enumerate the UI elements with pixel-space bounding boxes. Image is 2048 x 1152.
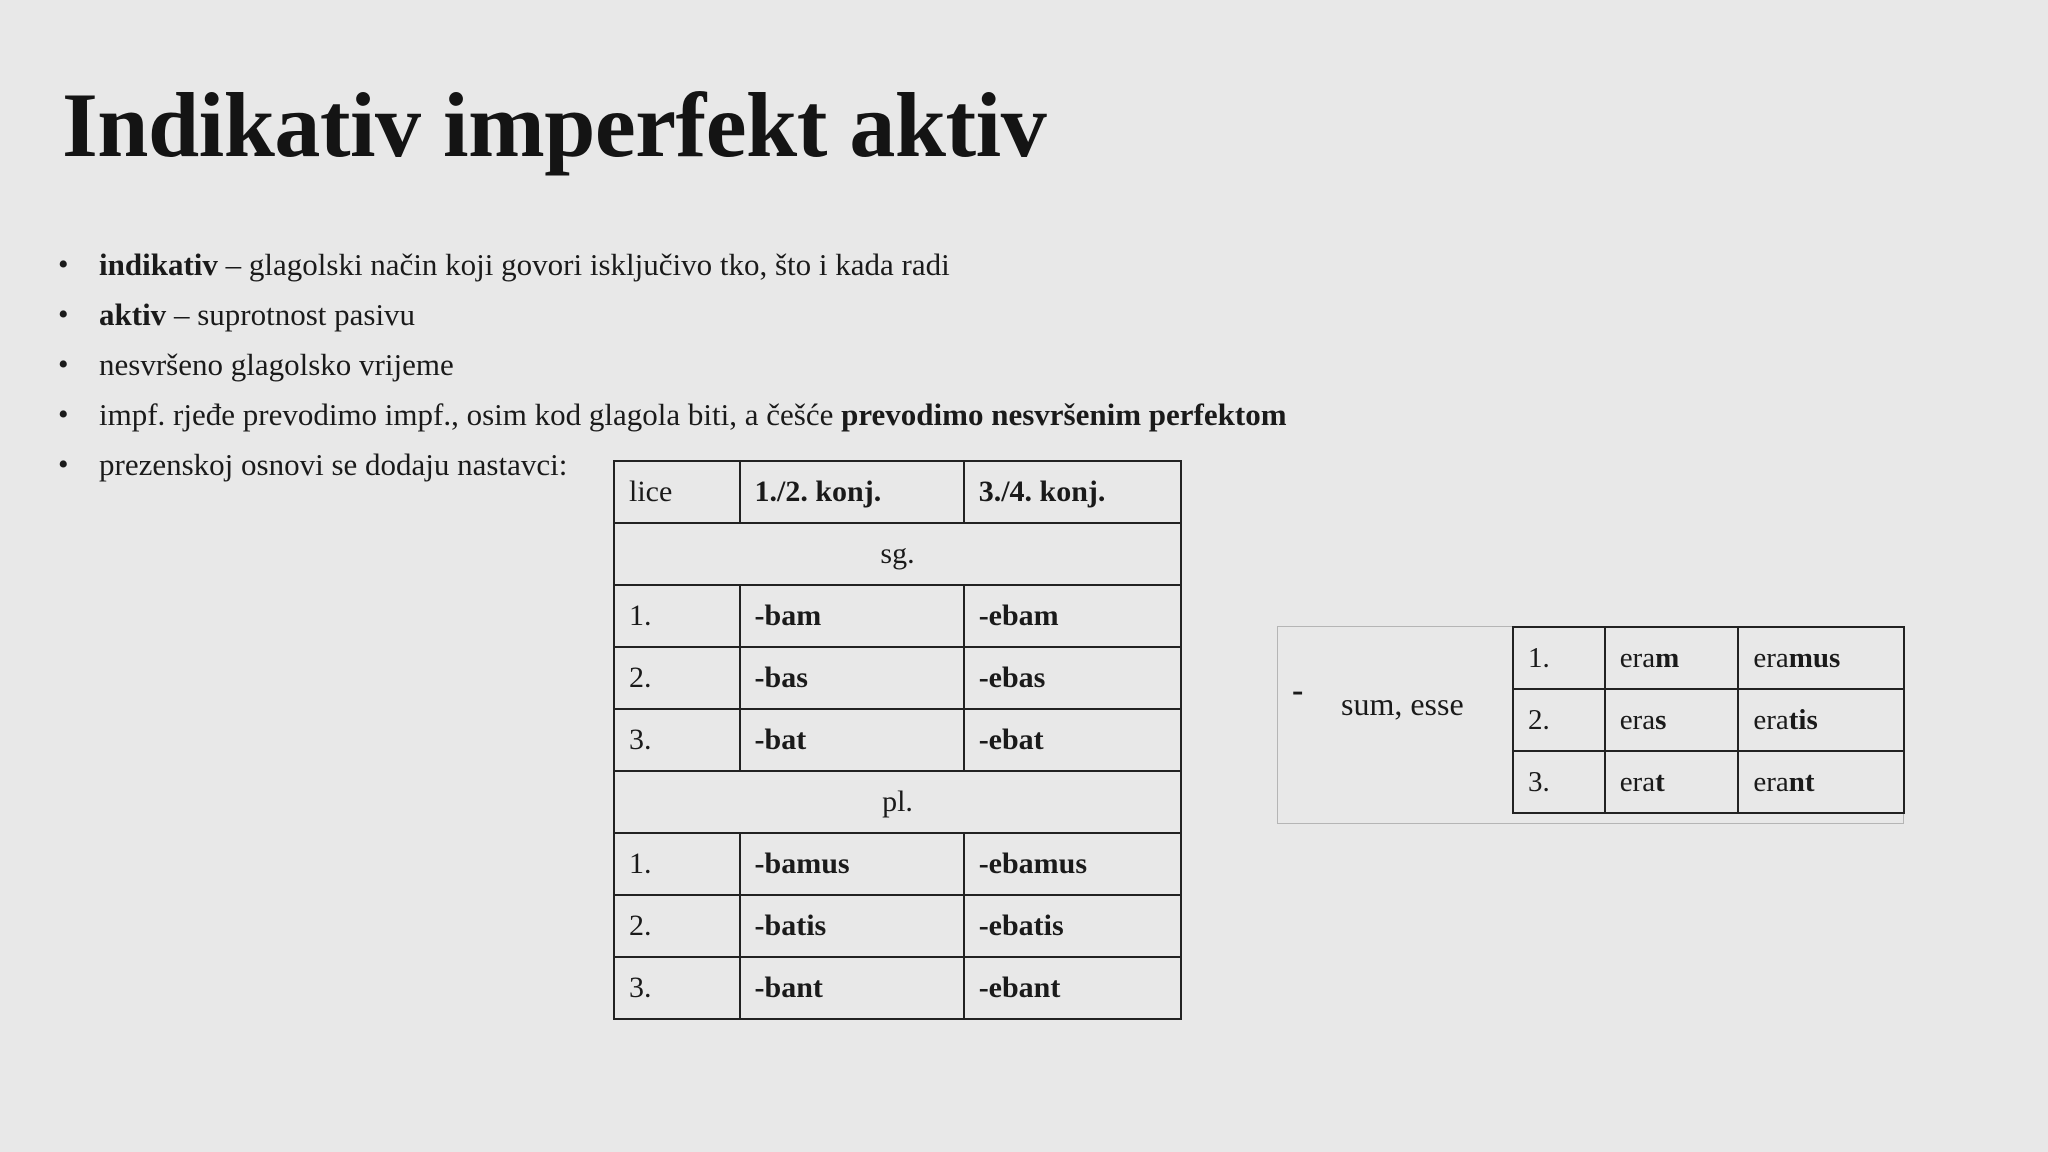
group-row-plural <box>614 771 1181 833</box>
bullet-dot: • <box>58 398 69 431</box>
person-cell: 3. <box>614 957 740 1019</box>
person-cell: 1. <box>614 833 740 895</box>
bullet-item <box>58 340 1287 390</box>
esse-dash: - <box>1292 672 1304 709</box>
group-row-singular <box>614 523 1181 585</box>
table-header-row <box>614 461 1181 523</box>
table-row <box>614 895 1181 957</box>
bullet-item <box>58 240 1287 290</box>
ending-cell: -bam <box>740 585 964 647</box>
table-row <box>614 585 1181 647</box>
esse-sg-cell <box>1605 751 1739 813</box>
esse-pl-cell <box>1738 689 1904 751</box>
table-row <box>1513 751 1904 813</box>
stem: era <box>1619 641 1656 674</box>
table-row <box>614 709 1181 771</box>
esse-label: sum, esse <box>1341 686 1464 722</box>
bullet-text: impf. rjeđe prevodimo impf., osim kod glagola biti, a češće <box>99 397 842 432</box>
person-cell: 2. <box>614 895 740 957</box>
esse-table <box>1512 626 1905 814</box>
person-cell: 1. <box>1513 627 1605 689</box>
ending: tis <box>1788 703 1818 736</box>
bullet-text: – glagolski način koji govori isključivo tko, što i kada radi <box>217 247 950 282</box>
bullet-dot: • <box>58 448 69 481</box>
bullet-list <box>58 240 1287 490</box>
bullet-dot: • <box>58 348 69 381</box>
ending: s <box>1655 703 1667 736</box>
table-row <box>614 957 1181 1019</box>
ending-cell: -bamus <box>740 833 964 895</box>
ending-cell: -bant <box>740 957 964 1019</box>
stem: era <box>1753 765 1789 798</box>
header-cell-conj-3-4: 3./4. konj. <box>964 461 1181 523</box>
header-cell-person: lice <box>614 461 740 523</box>
bullet-emphasis: prevodimo nesvršenim perfektom <box>841 397 1287 432</box>
bullet-term: aktiv <box>99 297 167 332</box>
bullet-dot: • <box>58 248 69 281</box>
bullet-dot: • <box>58 298 69 331</box>
ending-cell: -ebatis <box>964 895 1181 957</box>
group-label-pl: pl. <box>614 771 1181 833</box>
ending: t <box>1655 765 1665 798</box>
person-cell: 2. <box>1513 689 1605 751</box>
person-cell: 3. <box>1513 751 1605 813</box>
ending-cell: -ebat <box>964 709 1181 771</box>
slide-title: Indikativ imperfekt aktiv <box>62 74 1047 176</box>
bullet-text: prezenskoj osnovi se dodaju nastavci: <box>99 447 568 482</box>
table-row <box>1513 689 1904 751</box>
esse-sg-cell <box>1605 627 1739 689</box>
ending: mus <box>1788 641 1841 674</box>
person-cell: 2. <box>614 647 740 709</box>
stem: era <box>1619 765 1656 798</box>
ending-cell: -ebas <box>964 647 1181 709</box>
ending: m <box>1655 641 1680 674</box>
header-cell-conj-1-2: 1./2. konj. <box>740 461 964 523</box>
ending-cell: -ebant <box>964 957 1181 1019</box>
ending-cell: -batis <box>740 895 964 957</box>
stem: era <box>1619 703 1656 736</box>
ending-cell: -ebamus <box>964 833 1181 895</box>
esse-pl-cell <box>1738 751 1904 813</box>
esse-pl-cell <box>1738 627 1904 689</box>
person-cell: 1. <box>614 585 740 647</box>
ending-cell: -bas <box>740 647 964 709</box>
bullet-item <box>58 290 1287 340</box>
endings-table <box>613 460 1182 1020</box>
stem: era <box>1753 641 1789 674</box>
stem: era <box>1753 703 1789 736</box>
table-row <box>614 833 1181 895</box>
ending: nt <box>1788 765 1815 798</box>
bullet-item <box>58 390 1287 440</box>
esse-sg-cell <box>1605 689 1739 751</box>
person-cell: 3. <box>614 709 740 771</box>
group-label-sg: sg. <box>614 523 1181 585</box>
ending-cell: -bat <box>740 709 964 771</box>
ending-cell: -ebam <box>964 585 1181 647</box>
table-row <box>614 647 1181 709</box>
bullet-text: – suprotnost pasivu <box>166 297 416 332</box>
bullet-term: indikativ <box>99 247 218 282</box>
bullet-text: nesvršeno glagolsko vrijeme <box>99 347 454 382</box>
table-row <box>1513 627 1904 689</box>
